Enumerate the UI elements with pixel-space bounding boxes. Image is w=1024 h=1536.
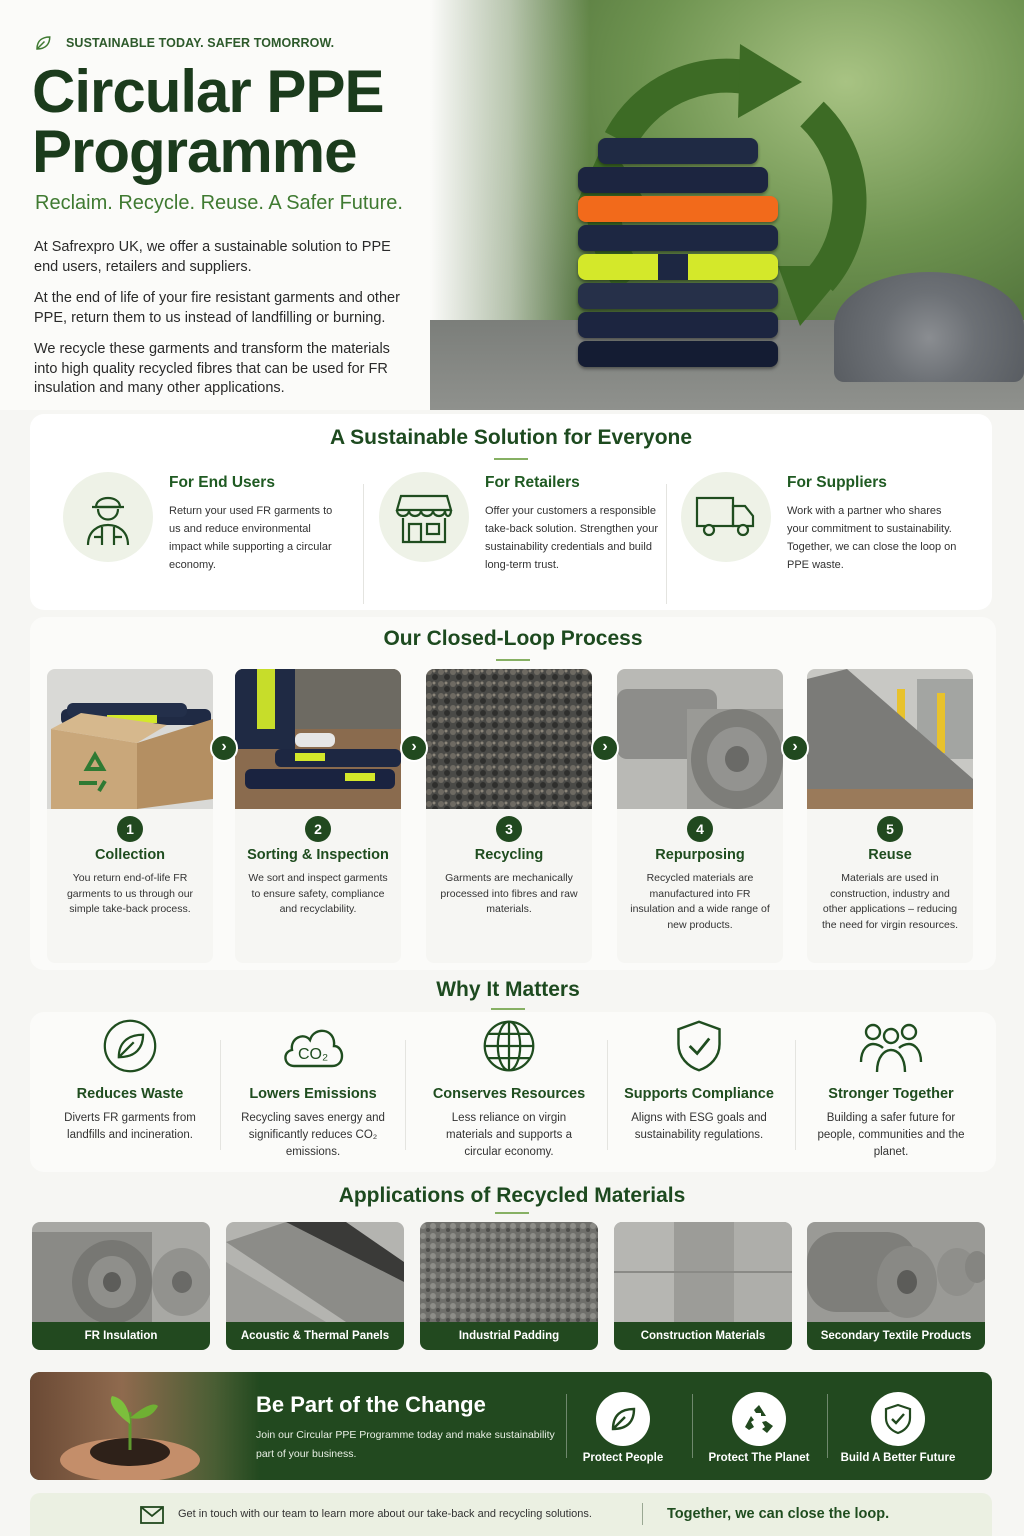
cta-icon-circle [596, 1392, 650, 1446]
why-conserves-resources [416, 1012, 602, 1172]
why-text: Less reliance on virgin materials and supports a circular economy. [446, 1112, 572, 1158]
step-text: You return end-of-life FR garments to us through our simple take-back process. [66, 872, 194, 915]
tagline: SUSTAINABLE TODAY. SAFER TOMORROW. [66, 36, 335, 50]
application-fr-insulation [32, 1222, 210, 1350]
step-text: We sort and inspect garments to ensure safety, compliance and recyclability. [248, 872, 388, 915]
why-heading: Reduces Waste [76, 1086, 184, 1102]
cta-heading: Be Part of the Change [256, 1392, 486, 1417]
step-text: Recycled materials are manufactured into FR insulation and a wide range of new products. [630, 872, 770, 931]
why-heading: Lowers Emissions [249, 1086, 377, 1102]
tagline-row [34, 34, 334, 52]
why-text: Building a safer future for people, communities and the planet. [817, 1112, 965, 1158]
process-step-collection [47, 669, 213, 963]
why-heading: Conserves Resources [432, 1086, 586, 1102]
step-number: 3 [496, 816, 522, 842]
store-icon [395, 488, 453, 546]
audience-text: Offer your customers a responsible take-back solution. Strengthen your sustainability credentials and build long-term trust. [485, 505, 659, 571]
hero-photo-recycled-garments [430, 0, 1024, 410]
process-title: Our Closed-Loop Process [383, 627, 643, 650]
audience-text: Work with a partner who shares your commitment to sustainability. Together, we can close the loop on PPE waste. [787, 505, 957, 571]
hero-paragraph-2: At the end of life of your fire resistant garments and other PPE, return them to us instead of landfilling or burning. [34, 290, 400, 326]
step-image-sorting [235, 669, 401, 809]
hero-paragraph-3: We recycle these garments and transform the materials into high quality recycled fibres that can be used for FR insulation and many other applications. [34, 341, 390, 396]
truck-icon [695, 494, 757, 540]
divider [642, 1503, 643, 1525]
co2-cloud-icon [280, 1018, 346, 1074]
title-rule [496, 659, 530, 661]
divider [666, 484, 667, 604]
divider [795, 1040, 796, 1150]
process-step-repurposing [617, 669, 783, 963]
application-image-insulation [32, 1222, 210, 1322]
application-image-panels [226, 1222, 404, 1322]
step-number: 1 [117, 816, 143, 842]
step-text: Garments are mechanically processed into fibres and raw materials. [440, 872, 578, 915]
why-text: Diverts FR garments from landfills and incineration. [64, 1112, 196, 1141]
garment-stack [578, 138, 778, 370]
application-industrial-padding [420, 1222, 598, 1350]
leaf-icon [34, 34, 52, 52]
cta-item-label: Protect The Planet [708, 1452, 810, 1464]
process-step-sorting [235, 669, 401, 963]
globe-icon [479, 1018, 539, 1074]
hero-subtitle: Reclaim. Recycle. Reuse. A Safer Future. [35, 192, 403, 214]
why-reduces-waste [37, 1012, 223, 1172]
audience-icon-circle [379, 472, 469, 562]
chevron-right-icon: › [591, 734, 619, 762]
chevron-right-icon: › [781, 734, 809, 762]
leaf-icon [100, 1018, 160, 1074]
divider [692, 1394, 693, 1458]
step-image-construction [807, 669, 973, 809]
audience-icon-circle [63, 472, 153, 562]
title-rule [494, 458, 528, 460]
why-heading: Supports Compliance [624, 1086, 774, 1102]
divider [566, 1394, 567, 1458]
why-text: Aligns with ESG goals and sustainability regulations. [631, 1112, 767, 1141]
chevron-right-icon: › [210, 734, 238, 762]
footer-contact-text: Get in touch with our team to learn more about our take-back and recycling solutions. [178, 1508, 592, 1520]
shield-check-icon [883, 1403, 913, 1435]
step-heading: Reuse [868, 847, 912, 863]
why-text: Recycling saves energy and significantly reduces CO₂ emissions. [241, 1112, 385, 1158]
audience-icon-circle [681, 472, 771, 562]
worker-icon [80, 487, 136, 547]
cta-photo-seedling-hands [30, 1372, 260, 1480]
step-image-collection-box [47, 669, 213, 809]
leaf-icon [607, 1403, 639, 1435]
footer-bar [30, 1493, 992, 1536]
applications-title: Applications of Recycled Materials [338, 1184, 686, 1207]
why-title: Why It Matters [436, 978, 580, 1001]
title-rule [495, 1212, 529, 1214]
cta-banner [30, 1372, 992, 1480]
why-supports-compliance [606, 1012, 792, 1172]
process-section [30, 617, 996, 970]
application-acoustic-panels [226, 1222, 404, 1350]
application-image-padding [420, 1222, 598, 1322]
hero-paragraph-1: At Safrexpro UK, we offer a sustainable solution to PPE end users, retailers and suppliers. [34, 239, 391, 275]
audiences-section [30, 414, 992, 610]
application-label: Acoustic & Thermal Panels [226, 1322, 404, 1350]
step-text: Materials are used in construction, industry and other applications – reducing the need for virgin resources. [822, 872, 958, 931]
chevron-right-icon: › [400, 734, 428, 762]
process-step-reuse [807, 669, 973, 963]
shield-check-icon [669, 1018, 729, 1074]
cta-item-label: Protect People [582, 1452, 664, 1464]
application-label: Secondary Textile Products [807, 1322, 985, 1350]
application-label: Construction Materials [614, 1322, 792, 1350]
mail-icon[interactable] [140, 1506, 164, 1524]
audience-text: Return your used FR garments to us and reduce environmental impact while supporting a circular economy. [169, 505, 333, 571]
title-rule [491, 1008, 525, 1010]
cta-text: Join our Circular PPE Programme today and make sustainability part of your business. [256, 1429, 555, 1460]
process-step-recycling [426, 669, 592, 963]
co2-label: CO₂ [298, 1046, 329, 1063]
audience-heading: For Suppliers [787, 474, 887, 491]
cta-icon-circle [732, 1392, 786, 1446]
step-heading: Collection [94, 847, 166, 863]
application-construction-materials [614, 1222, 792, 1350]
seedling-icon [30, 1372, 260, 1480]
application-image-textile-rolls [807, 1222, 985, 1322]
audience-heading: For Retailers [485, 474, 580, 491]
application-label: FR Insulation [32, 1322, 210, 1350]
audience-heading: For End Users [169, 474, 275, 491]
step-number: 5 [877, 816, 903, 842]
cta-icon-circle [871, 1392, 925, 1446]
step-image-insulation-rolls [617, 669, 783, 809]
audiences-title: A Sustainable Solution for Everyone [329, 426, 693, 449]
step-heading: Sorting & Inspection [247, 847, 389, 863]
divider [827, 1394, 828, 1458]
why-stronger-together [798, 1012, 984, 1172]
recycled-fibre-pile [834, 272, 1024, 382]
why-section [30, 1012, 996, 1172]
page-title: Circular PPE Programme [32, 58, 384, 185]
recycle-icon [742, 1402, 776, 1436]
application-secondary-textiles [807, 1222, 985, 1350]
cta-item-label: Build A Better Future [840, 1452, 956, 1464]
footer-slogan: Together, we can close the loop. [667, 1506, 890, 1522]
people-icon [859, 1018, 923, 1074]
why-heading: Stronger Together [828, 1086, 954, 1102]
application-image-blocks [614, 1222, 792, 1322]
step-heading: Recycling [474, 847, 544, 863]
divider [405, 1040, 406, 1150]
hero-section [0, 0, 1024, 410]
why-lowers-emissions [220, 1012, 406, 1172]
step-heading: Repurposing [655, 847, 745, 863]
divider [363, 484, 364, 604]
step-image-fibres [426, 669, 592, 809]
application-label: Industrial Padding [420, 1322, 598, 1350]
step-number: 4 [687, 816, 713, 842]
step-number: 2 [305, 816, 331, 842]
